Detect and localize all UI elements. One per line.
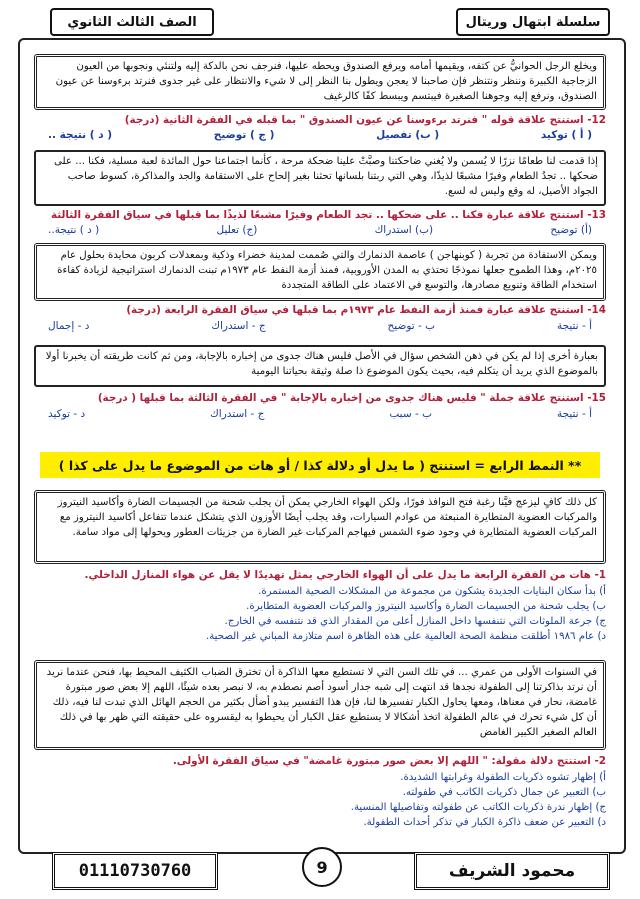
option-d[interactable]: د - إجمال	[48, 320, 90, 332]
question-15-text: 15- استنتج علاقة جملة " فليس هناك جدوى من إخباره بالإجابة " في الفقرة الثالثة بما قبلها	[139, 392, 606, 404]
question-15-degree: ( درجة)	[97, 392, 137, 404]
option-d[interactable]: ( د ) نتيجة ..	[48, 129, 113, 141]
option-a[interactable]: أ) إظهار تشوه ذكريات الطفولة وغرابتها الشديدة.	[400, 772, 606, 783]
question-14-options	[34, 320, 606, 332]
passage-2: إذا قدمت لنا طعامًا نزرًا لا يُسمن ولا يُغني ضاحكتنا وصبَّتْ علينا ضحكة مرحة ، كأنما اجتماعنا حول المائدة لعبة مسلية، فكنا ... على ضحكها .. تجدُ الطعام وفيرًا مشبعًا لذيذًا، وهي التي ربتنا بلسانها تحثنا بغير إلحاح على الاستقامة والجد والمذاكرة، كسوط صاحب الجواد الأصيل، له وقع وليس له لسع.	[34, 150, 606, 206]
question-2-options	[34, 770, 606, 830]
option-c[interactable]: ج) جرعة الملوثات التي نتنفسها داخل المنازل أعلى من المقدار الذي قد نتنفسه في الخارج.	[224, 616, 606, 627]
option-c[interactable]: ج - استدراك	[211, 320, 266, 332]
question-12-degree: (درجة)	[124, 114, 160, 126]
question-12-text: 12- استنتج علاقة قوله " فنرتد برءوسنا عن عيون الصندوق " بما قبله في الفقرة الثانية	[163, 114, 606, 126]
passage-3: ويمكن الاستفادة من تجربة ( كوبنهاجن ) عاصمة الدنمارك والتي صُممت لمدينة خضراء وذكية وبمعدلات كربون محايدة بحلول عام ٢٠٢٥م، وهذا الطموح جعلها نموذجًا تحتذي به المدن الأوروبية، فمنذ أزمة النفط عام ١٩٧٣م تبنت الدنمارك استراتيجية لزيادة كفاءة استخدام الطاقة وتنويع مصادرها، والتوسع في الاعتماد على الطاقة المتجددة	[34, 243, 606, 301]
question-15-options	[34, 408, 606, 420]
passage-4: بعبارة أخرى إذا لم يكن في ذهن الشخص سؤال في الأصل فليس هناك جدوى من إخباره بالإجابة، ومن ثم كانت طريقته أن يخبرنا أولا بالموضوع الذي يريد أن يتكلم فيه، بحيث يكون الموضوع ذا صلة وثيقة بحياتنا اليومية	[34, 345, 606, 387]
question-14-degree: (درجة)	[126, 304, 161, 316]
option-a[interactable]: أ) بدأ سكان البنايات الجديدة يشكون من مجموعة من المشكلات الصحية المستمرة.	[258, 586, 606, 597]
question-1: 1- هات من الفقرة الرابعة ما يدل على أن الهواء الخارجي يمثل تهديدًا لا يقل عن هواء المنازل الداخلي.	[84, 569, 606, 581]
option-a[interactable]: ( أ ) توكيد	[540, 129, 592, 141]
option-d[interactable]: د) التعبير عن ضعف ذاكرة الكبار في تذكر أحداث الطفولة.	[363, 817, 606, 828]
option-d[interactable]: ( د ) نتيجة..	[48, 224, 100, 236]
option-b[interactable]: ب) التعبير عن جمال ذكريات الكاتب في طفولته.	[402, 787, 606, 798]
passage-6: في السنوات الأولى من عمري ... في تلك السن التي لا تستطيع معها الذاكرة أن تخترق الضباب الكثيف المحيط بها، فنحن عندما نريد أن نرتد بذاكرتنا إلى الطفولة نجدها قد انتهت إلى شبه جدار أسود أصم نصطدم به، لا نبصر بعده شيئًا، اللهم إلا بعض صور مبتورة غامضة، نحار في معناها، ومعها يحاول الكبار تفسيرها لنا، فإن هذا التفسير يبدو أضأل بكثير من الحجم الهائل الذي تبدت لنا فيه، ذلك أن كل شيء تحرك في عالم الطفولة اتخذ أشكالا لا يستطيع عقل الكبار أن يحيطوا به ليقسروه على حقيقته التي ظهر بها في ذلك العالم الصغير الكبير الغامض	[34, 660, 606, 750]
option-c[interactable]: (ج) تعليل	[216, 224, 258, 236]
series-title: سلسلة ابتهال وريتال	[456, 8, 610, 36]
question-2: 2- استنتج دلالة مقولة: " اللهم إلا بعض صور مبتورة غامضة" في سياق الفقرة الأولى.	[172, 755, 606, 767]
option-a[interactable]: أ - نتيجة	[556, 408, 592, 420]
option-a[interactable]: أ - نتيجة	[556, 320, 592, 332]
option-b[interactable]: ب - سبب	[389, 408, 432, 420]
question-14-text: 14- استنتج علاقة عبارة فمنذ أزمة النفط عام ١٩٧٣م بما قبلها في سياق الفقرة الرابعة	[164, 304, 606, 316]
question-14	[34, 303, 606, 317]
phone-number: 01110730760	[52, 852, 218, 890]
option-a[interactable]: (أ) توضيح	[550, 224, 592, 236]
option-c[interactable]: ( ج ) توضيح	[213, 129, 275, 141]
option-d[interactable]: د - توكيد	[48, 408, 86, 420]
question-12-options	[34, 129, 606, 141]
question-1-options	[34, 584, 606, 644]
option-b[interactable]: ب - توضيح	[387, 320, 436, 332]
question-13-options	[34, 224, 606, 236]
option-c[interactable]: ج) إظهار ندرة ذكريات الكاتب عن طفولته وتفاصيلها المنسية.	[350, 802, 606, 813]
question-13: 13- استنتج علاقة عبارة فكنا .. على ضحكها .. تجد الطعام وفيرًا مشبعًا لذيذًا بما قبلها في سياق الفقرة الثالثة	[50, 209, 606, 221]
grade-label: الصف الثالث الثانوي	[50, 8, 214, 36]
author-name: محمود الشريف	[414, 852, 610, 890]
section-banner: ** النمط الرابع = استنتج ( ما يدل أو دلالة كذا / أو هات من الموضوع ما يدل على كذا )	[40, 452, 600, 478]
page-number: 9	[302, 847, 342, 887]
passage-1: ويخلع الرجل الحوانيُّ عن كتفه، ويقيمها أمامه ويرفع الصندوق ويحطه عليها، فنرجف نحن بالدكة إليه ولتنئي ونجوبها من العيون الزجاجية الكبيرة وننظر ونتنظر فإن صاحبنا لا يعجن ويطول بنا النظر إلى لا شيء والانتظار على غير جدوى فنرتد برءوسنا عن عيون الصندوق، ونرفع إليه وجوهنا الصغيرة فيبتسم ويبسط كفًا كالرغيف	[34, 54, 606, 110]
option-d[interactable]: د) عام ١٩٨٦ أطلقت منظمة الصحة العالمية على هذه الظاهرة اسم متلازمة المباني غير الصحية.	[205, 631, 606, 642]
option-b[interactable]: ( ب) تفصيل	[376, 129, 440, 141]
option-b[interactable]: (ب) استدراك	[374, 224, 434, 236]
option-c[interactable]: ج - استدراك	[210, 408, 265, 420]
passage-5: كل ذلك كافٍ ليزعج فيَّنا رغبة فتح النوافذ فورًا، ولكن الهواء الخارجي يمكن أن يجلب شحنة من الجسيمات الضارة وأكاسيد النيتروز والمركبات العضوية المتطايرة المنبعثة من عوادم السيارات، وقد يجلب أيضًا الأوزون الذي يتشكل عندما تتفاعل أكاسيد النيتروز مع المركبات العضوية المتطايرة في وجود ضوء الشمس فيهاجم المركبات غير الضارة من جزيئات العطور ويحولها إلى مواد سامة.	[34, 490, 606, 564]
question-15	[34, 391, 606, 405]
question-12	[34, 113, 606, 127]
option-b[interactable]: ب) يجلب شحنة من الجسيمات الضارة وأكاسيد النيتروز والمركبات العضوية المتطايرة.	[246, 601, 606, 612]
